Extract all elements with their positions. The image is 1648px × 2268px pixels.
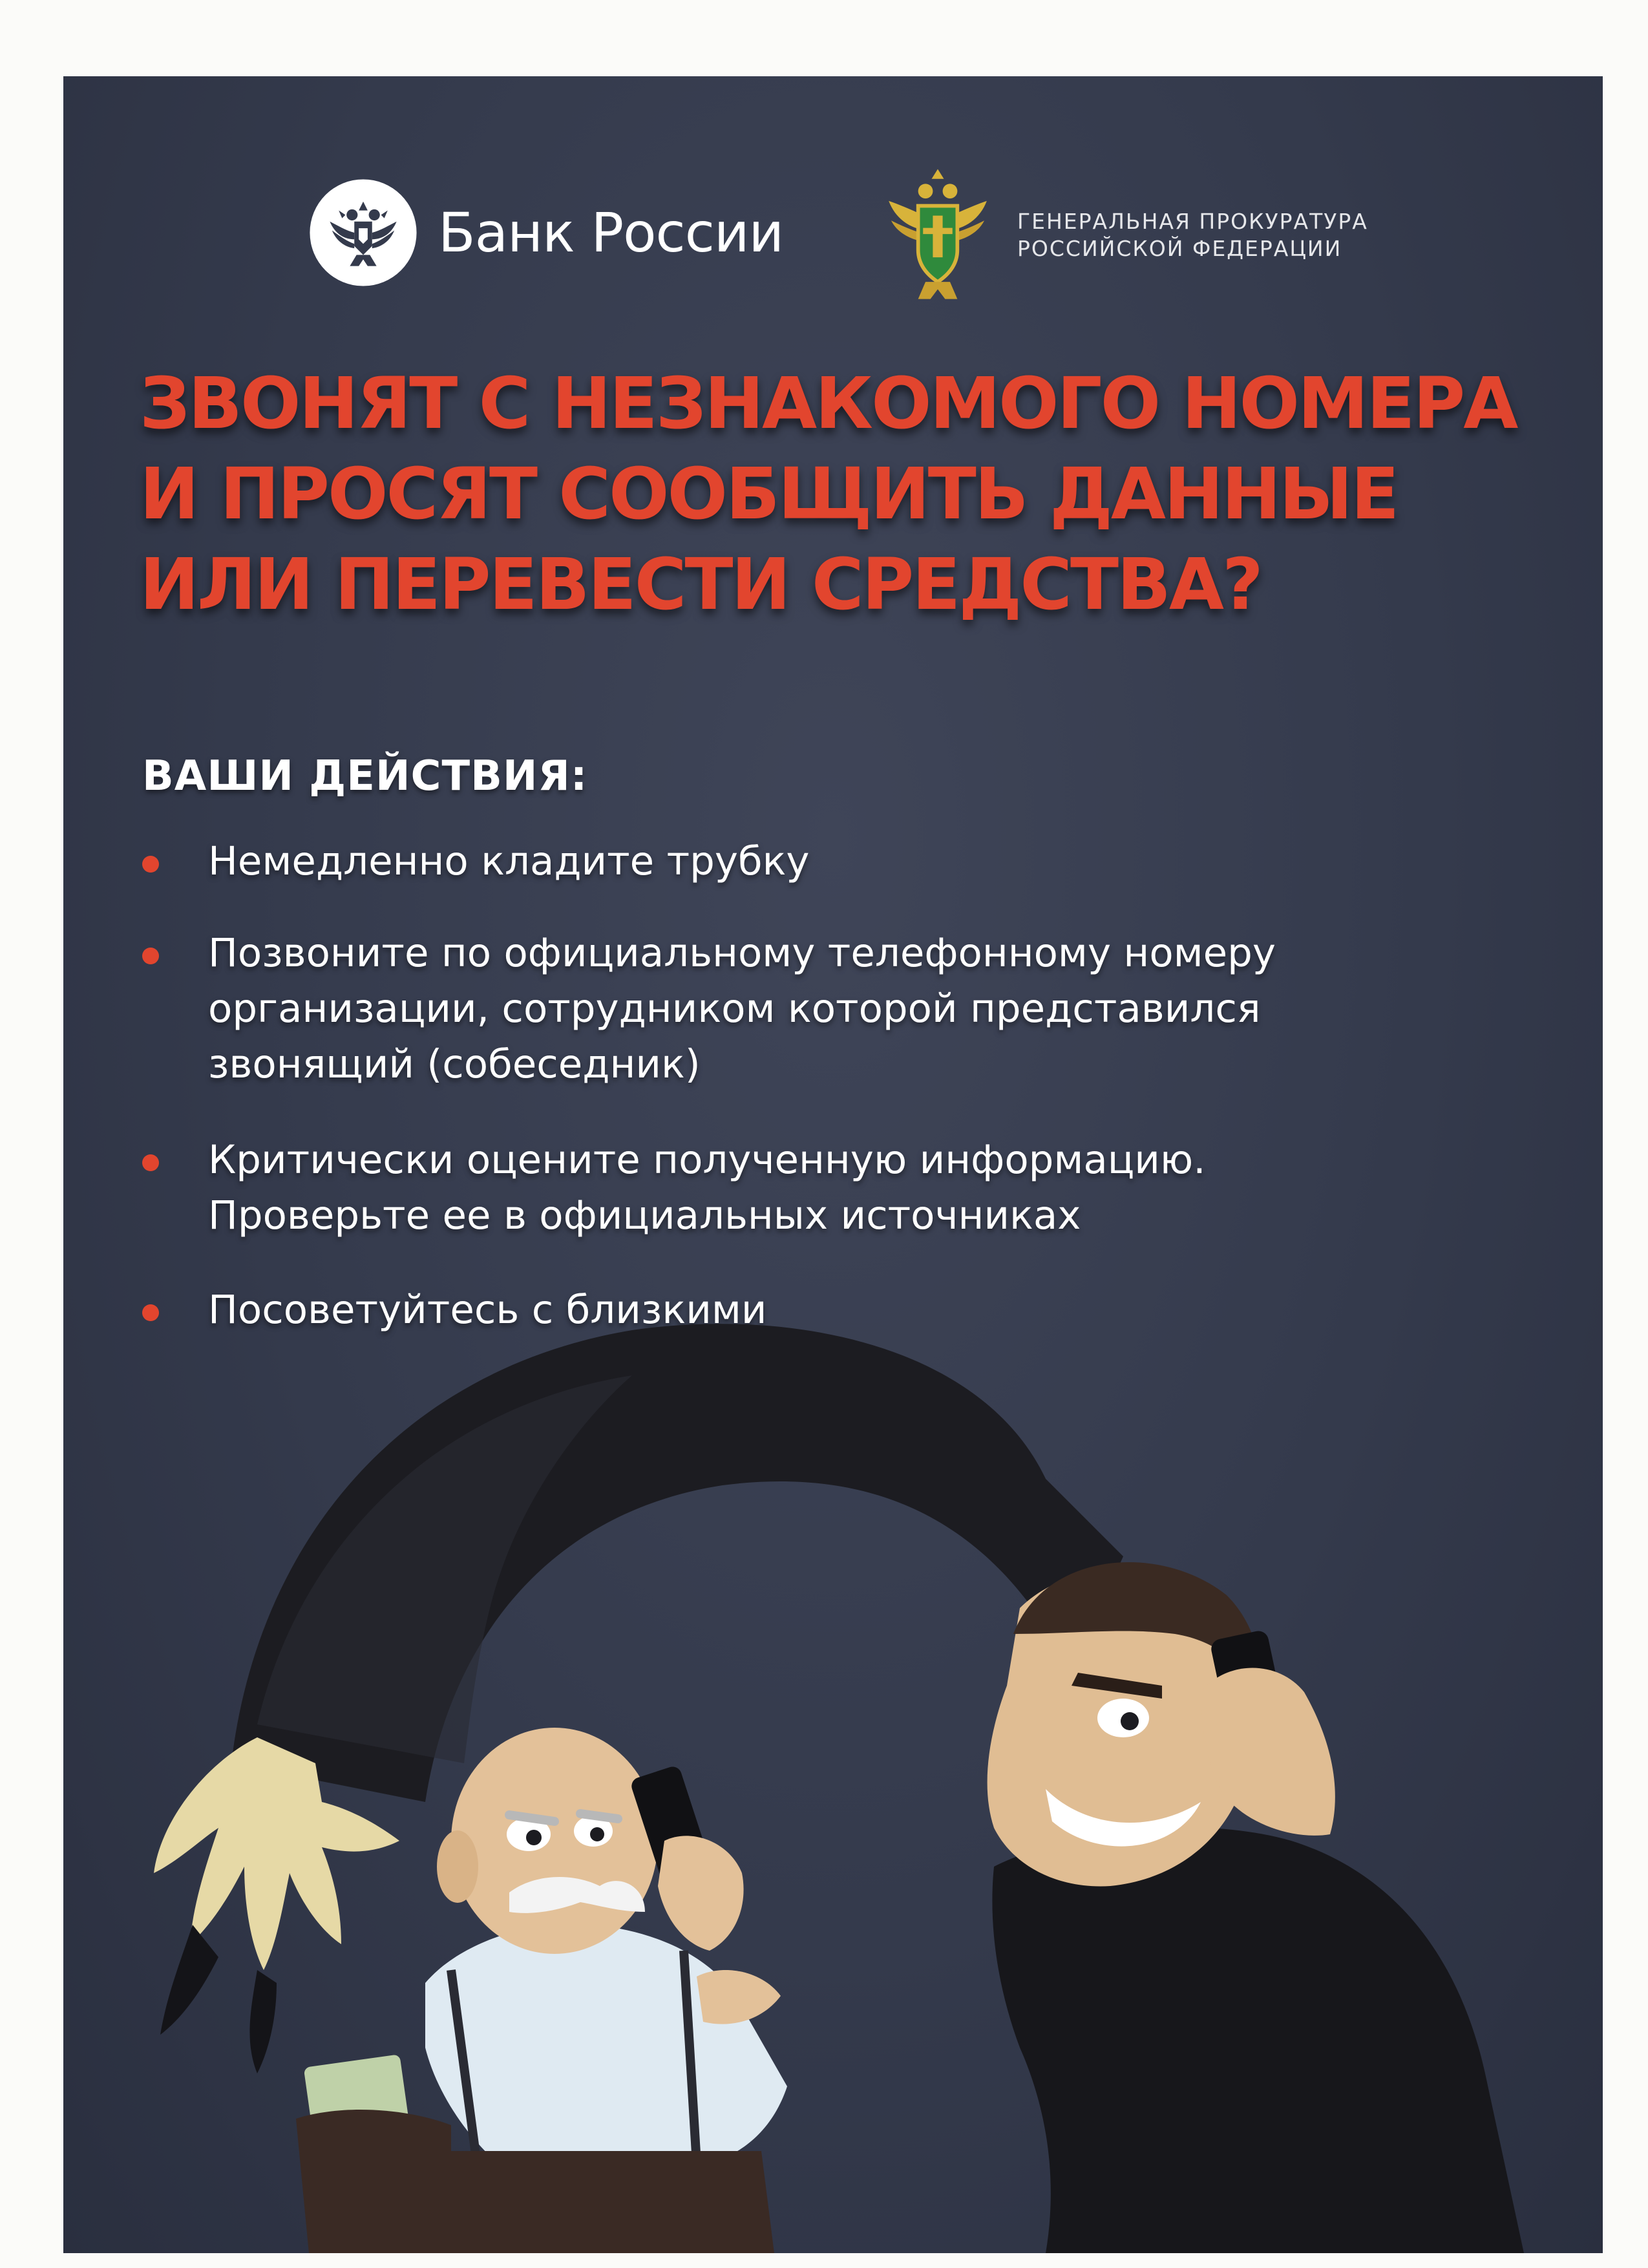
headline-line-1: ЗВОНЯТ С НЕЗНАКОМОГО НОМЕРА — [140, 362, 1517, 445]
action-text: Посоветуйтесь с близкими — [208, 1287, 767, 1333]
scammer-body — [992, 1827, 1524, 2253]
old-man-trousers — [412, 2151, 774, 2253]
headline-line-2: И ПРОСЯТ СООБЩИТЬ ДАННЫЕ — [140, 452, 1398, 535]
bullet-icon — [142, 1154, 159, 1171]
action-text: Проверьте ее в официальных источниках — [208, 1192, 1081, 1238]
scam-call-illustration — [63, 1272, 1603, 2253]
prosecutor-name-line-1: ГЕНЕРАЛЬНАЯ ПРОКУРАТУРА — [1017, 209, 1368, 234]
headline — [140, 358, 1587, 630]
action-text: звонящий (собеседник) — [208, 1041, 701, 1087]
prosecutor-general-name — [1017, 208, 1368, 262]
old-man-shirt — [425, 1924, 787, 2177]
prosecutor-name-line-2: РОССИЙСКОЙ ФЕДЕРАЦИИ — [1017, 236, 1342, 261]
action-text: организации, сотрудником которой представился — [208, 986, 1261, 1032]
bullet-icon — [142, 948, 159, 964]
prosecutor-general-logo — [876, 158, 1587, 313]
bullet-icon — [142, 856, 159, 873]
poster — [63, 76, 1603, 2253]
actions-heading: ВАШИ ДЕЙСТВИЯ: — [142, 752, 588, 800]
action-item — [140, 834, 1561, 889]
action-text: Позвоните по официальному телефонному номеру — [208, 930, 1276, 976]
action-text: Критически оцените полученную информацию. — [208, 1137, 1206, 1183]
action-item — [140, 926, 1561, 1092]
headline-line-3: ИЛИ ПЕРЕВЕСТИ СРЕДСТВА? — [140, 543, 1262, 626]
bank-name: Банк России — [438, 201, 784, 264]
action-text: Немедленно кладите трубку — [208, 838, 810, 884]
old-man-head — [451, 1728, 658, 1954]
prosecutor-emblem-icon — [876, 164, 999, 306]
actions-list — [140, 834, 1561, 1338]
bank-of-russia-logo — [308, 175, 799, 291]
action-item — [140, 1132, 1561, 1244]
double-headed-eagle-icon — [308, 177, 419, 288]
